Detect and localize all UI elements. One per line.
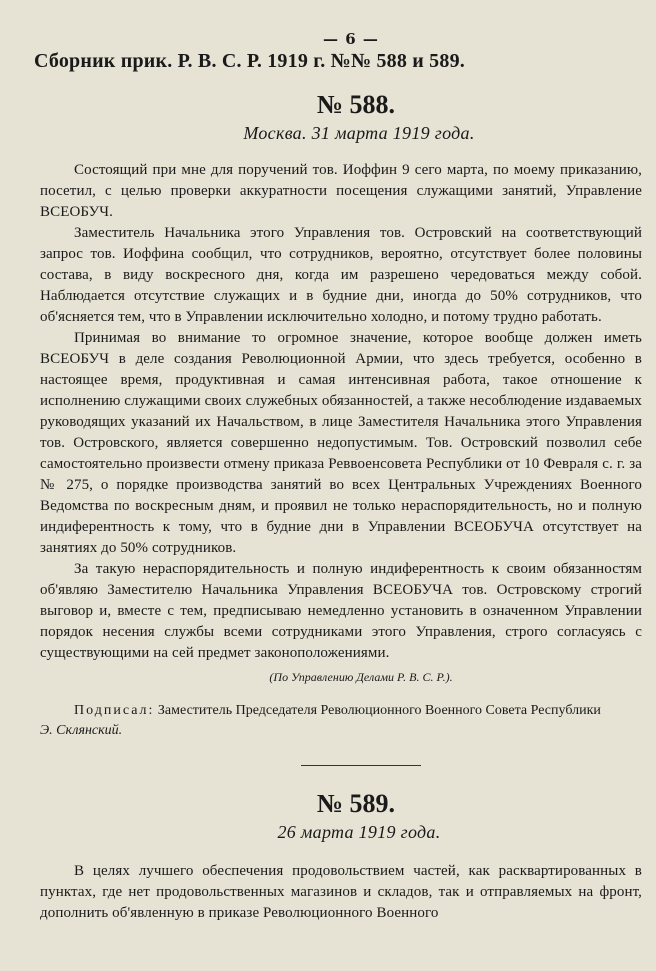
order-588-paragraph-1: Состоящий при мне для поручений тов. Иоффин 9 сего марта, по моему приказанию, посетил, с целью проверки аккуратности посещения служащими занятий, Управление ВСЕОБУЧ. (40, 162, 642, 221)
order-588-number: № 588. (316, 90, 396, 119)
order-589-date: 26 марта 1919 года. (277, 822, 441, 843)
page-number: — 6 — (323, 30, 379, 48)
order-588-place-date: Москва. 31 марта 1919 года. (243, 123, 475, 144)
signer-name: Э. Склянский. (40, 723, 123, 739)
signed-text: Заместитель Председателя Революционного Военного Совета Республики (157, 703, 601, 719)
order-588-paragraph-2: Заместитель Начальника этого Управления тов. Островский на соответствующий запрос тов. Иоффина сообщил, что сотрудников, вероятно, отсутствует более половины состава, в виду воскресного дня, когда им разрешено чередоваться между собой. Наблюдается отсутствие служащих и в будние дни, иногда до 50% сотрудников, что об'ясняется тем, что в Управлении исключительно холодно, и потому трудно работать. (40, 225, 642, 326)
section-divider (301, 765, 421, 766)
order-589-number: № 589. (316, 789, 396, 819)
signed-label: Подписал: (74, 703, 155, 719)
running-header: Сборник прик. Р. В. С. Р. 1919 г. №№ 588 и 589. (34, 50, 465, 72)
order-588-paragraph-3: Принимая во внимание то огромное значение, которое вообще должен иметь ВСЕОБУЧ в деле создания Революционной Армии, что здесь требуется, особенно в настоящее время, продуктивная и самая интенсивная работа, такое отношение к исполнению служащими своих служебных обязанностей, а также несоблюдение издаваемых руководящих указаний их Начальством, в лице Заместителя Начальника этого Управления тов. Островского, является совершенно недопустимым. Тов. Островский позволил себе самостоятельно произвести отмену приказа Реввоенсовета Республики от 10 Февраля с. г. за № 275, о порядке производства занятий во всех Центральных Учреждениях Военного Ведомства по воскресным дням, и проявил не только нераспорядительность, но и полную индиферентность к тому, что в будние дни в Управлении ВСЕОБУЧА отсутствует на занятиях до 50% сотрудников. (40, 330, 643, 557)
order-588-paragraph-4: За такую нераспорядительность и полную индиферентность к своим обязанностям об'являю Заместителю Начальника Управления ВСЕОБУЧА тов. Островскому строгий выговор и, вместе с тем, предписываю немедленно установить в означенном Управлении порядок несения службы всеми сотрудниками этого Управления, строго согласуясь с существующими на сей предмет законоположениями. (40, 561, 642, 662)
order-589-paragraph-1: В целях лучшего обеспечения продовольствием частей, как расквартированных в пунктах, где нет продовольственных магазинов и складов, так и отправляемых на фронт, дополнить об'явленную в приказе Революционного Военного (40, 863, 642, 922)
order-588-signature (40, 701, 642, 741)
order-588-source: (По Управлению Делами Р. В. С. Р.). (269, 670, 453, 685)
